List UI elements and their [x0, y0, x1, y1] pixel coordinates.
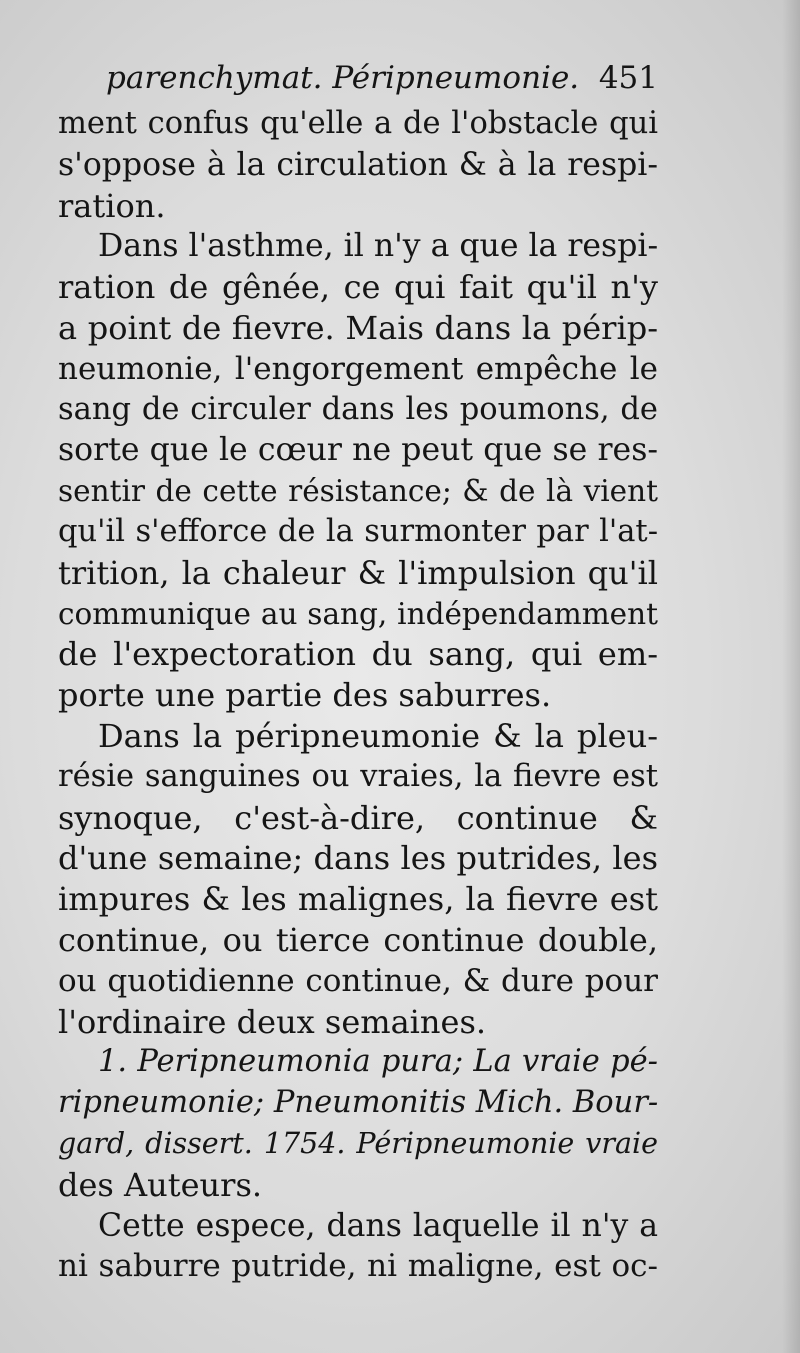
text-line: Cette espece, dans laquelle il n'y a: [98, 1207, 658, 1244]
text-line: sorte que le cœur ne peut que se res-: [58, 432, 658, 469]
text-line: Dans la péripneumonie & la pleu-: [98, 716, 658, 755]
text-line: synoque, c'est-à-dire, continue &: [58, 798, 658, 837]
text-line: communique au sang, indépendamment: [58, 596, 658, 631]
text-line: résie sanguines ou vraies, la fievre est: [58, 758, 658, 794]
text-line: Dans l'asthme, il n'y a que la respi-: [98, 228, 659, 265]
text-line: ment confus qu'elle a de l'obstacle qui: [58, 106, 658, 141]
text-line: des Auteurs.: [58, 1165, 263, 1204]
page-number: 451: [598, 60, 658, 96]
text-line: impures & les malignes, la fievre est: [58, 880, 658, 919]
text-line: qu'il s'efforce de la surmonter par l'at-: [58, 513, 658, 549]
text-line: ripneumonie; Pneumonitis Mich. Bour-: [58, 1085, 659, 1121]
text-block: [58, 52, 658, 1287]
text-line: sentir de cette résistance; & de là vient: [58, 474, 658, 509]
running-head-title: parenchymat. Péripneumonie.: [106, 60, 580, 96]
text-line: ni saburre putride, ni maligne, est oc-: [58, 1248, 658, 1285]
text-line: de l'expectoration du sang, qui em-: [58, 635, 658, 674]
text-line: neumonie, l'engorgement empêche le: [58, 350, 658, 387]
text-line: trition, la chaleur & l'impulsion qu'il: [58, 553, 658, 592]
text-line: continue, ou tierce continue double,: [58, 920, 658, 959]
text-line: ou quotidienne continue, & dure pour: [58, 962, 658, 999]
page-gutter-shadow: [782, 0, 800, 1353]
text-line: ration de gênée, ce qui fait qu'il n'y: [58, 268, 658, 307]
text-line: d'une semaine; dans les putrides, les: [58, 839, 658, 878]
text-line: 1. Peripneumonia pura; La vraie pé-: [98, 1044, 658, 1080]
text-line: ration.: [58, 186, 166, 225]
text-line: porte une partie des saburres.: [58, 676, 552, 715]
text-line: gard, dissert. 1754. Péripneumonie vraie: [58, 1126, 658, 1160]
text-line: s'oppose à la circulation & à la respi-: [58, 146, 658, 183]
text-line: sang de circuler dans les poumons, de: [58, 391, 658, 427]
running-head: [58, 52, 658, 104]
text-line: l'ordinaire deux semaines.: [58, 1002, 487, 1041]
text-line: a point de fievre. Mais dans la périp-: [58, 308, 658, 347]
